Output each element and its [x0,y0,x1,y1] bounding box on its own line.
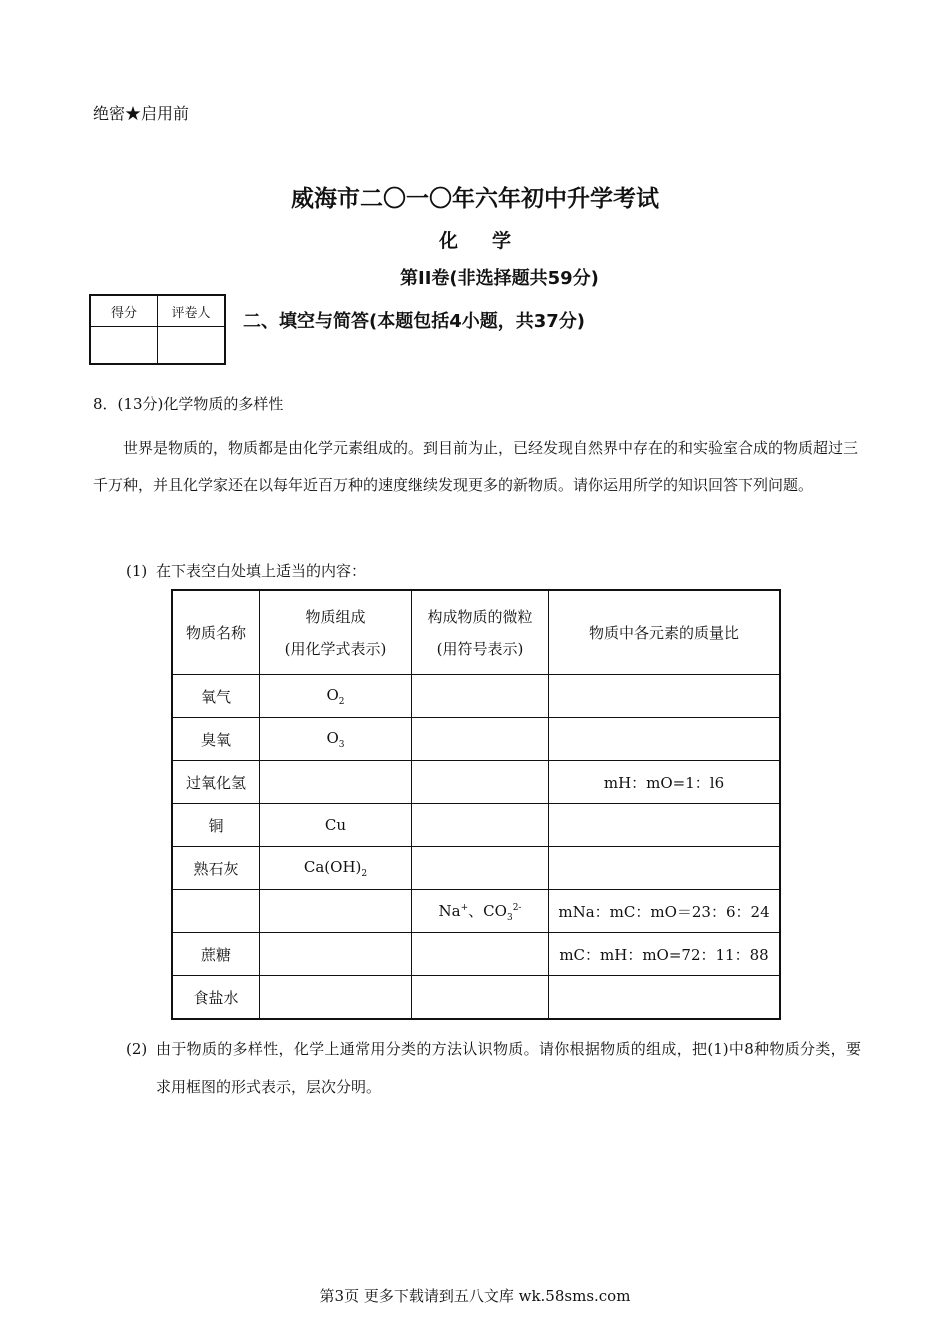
table-header-row [172,590,780,675]
cell-formula [260,718,412,761]
table-row [172,761,780,804]
cell-particle [412,804,549,847]
ion-carbonate-subscript: 3 [506,912,513,923]
cell-name [172,890,260,933]
header-composition-line1: 物质组成 [305,607,366,626]
score-cell [90,327,158,365]
cell-particle [412,675,549,718]
cell-particle [412,761,549,804]
table-row [172,933,780,976]
sub-question-1-number: (1) [126,562,148,580]
header-mass-ratio: 物质中各元素的质量比 [549,590,781,675]
cell-particle [412,933,549,976]
cell-name: 熟石灰 [172,847,260,890]
cell-formula [260,976,412,1020]
cell-name: 臭氧 [172,718,260,761]
cell-ratio: mH：mO=1：l6 [549,761,781,804]
sub-question-1-text: 在下表空白处填上适当的内容： [156,562,367,580]
ion-carbonate-charge: 2- [512,902,522,913]
cell-ratio: mNa：mC：mO＝23：6：24 [549,890,781,933]
cell-formula [260,675,412,718]
section-title: 二、填空与简答(本题包括4小题，共37分) [243,311,586,332]
page-footer: 第3页 更多下载请到五八文库 wk.58sms.com [319,1287,631,1305]
header-composition [260,590,412,675]
header-particle-line2: (用符号表示) [436,639,524,658]
formula-text: Ca(OH) [303,857,362,876]
ion-carbonate: CO [483,901,507,920]
cell-particle [412,976,549,1020]
cell-ratio [549,976,781,1020]
cell-name: 蔗糖 [172,933,260,976]
cell-formula [260,890,412,933]
score-label: 得分 [90,295,158,327]
sub-question-1 [126,560,366,581]
table-row [172,718,780,761]
cell-ratio: mC：mH：mO=72：11：88 [549,933,781,976]
header-particle-line1: 构成物质的微粒 [427,607,533,626]
cell-formula [260,761,412,804]
grader-label: 评卷人 [158,295,226,327]
cell-name: 过氧化氢 [172,761,260,804]
ion-sodium-charge: + [460,902,469,913]
formula-text: O [326,728,339,747]
cell-name: 铜 [172,804,260,847]
cell-formula: Cu [260,804,412,847]
table-row [172,976,780,1020]
ion-separator: 、 [468,901,484,920]
sub-question-2-text: 由于物质的多样性，化学上通常用分类的方法认识物质。请你根据物质的组成，把(1)中8种物质分类，要求用框图的形式表示，层次分明。 [156,1040,861,1096]
ion-sodium: Na [438,901,461,920]
header-composition-line2: (用化学式表示) [284,639,387,658]
cell-formula [260,933,412,976]
subject-title: 化学 [438,230,545,252]
table-row [172,804,780,847]
substance-table [171,589,781,1020]
cell-ratio [549,718,781,761]
secret-mark: 绝密★启用前 [93,104,190,123]
question-paragraph: 世界是物质的，物质都是由化学元素组成的。到目前为止，已经发现自然界中存在的和实验室合成的物质超过三千万种，并且化学家还在以每年近百万种的速度继续发现更多的新物质。请你运用所学的知识回答下列问题。 [93,439,859,494]
score-box [89,294,226,365]
header-name: 物质名称 [172,590,260,675]
cell-particle [412,847,549,890]
cell-particle [412,718,549,761]
table-row [172,890,780,933]
formula-subscript: 3 [338,739,345,750]
sub-question-2 [126,1030,861,1106]
cell-ratio [549,847,781,890]
volume-title: 第II卷(非选择题共59分) [400,268,599,289]
cell-particle [412,890,549,933]
sub-question-2-number: (2) [126,1040,148,1058]
cell-formula [260,847,412,890]
formula-text: O [326,685,339,704]
question-heading: 8．(13分)化学物质的多样性 [93,395,284,413]
table-row [172,847,780,890]
grader-cell [158,327,226,365]
exam-title: 威海市二〇一〇年六年初中升学考试 [291,186,659,212]
table-row [172,675,780,718]
cell-ratio [549,675,781,718]
cell-ratio [549,804,781,847]
header-particle [412,590,549,675]
cell-name: 食盐水 [172,976,260,1020]
cell-name: 氧气 [172,675,260,718]
formula-subscript: 2 [361,868,368,879]
formula-subscript: 2 [338,696,345,707]
